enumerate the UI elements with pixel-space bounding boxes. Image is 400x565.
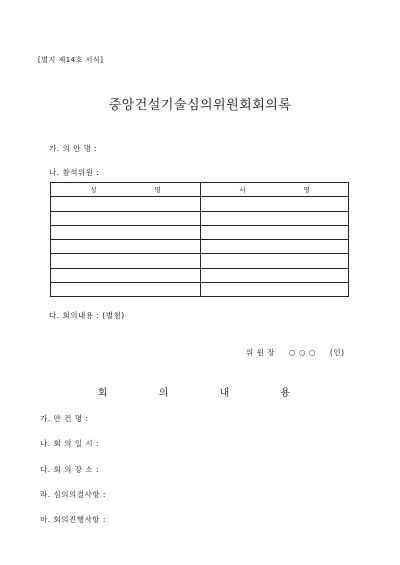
name-cell[interactable] [51,254,201,268]
signature-cell[interactable] [201,225,349,239]
signature-cell[interactable] [201,211,349,225]
name-cell[interactable] [51,268,201,282]
seal-mark: (인) [329,348,345,357]
item-proceedings: 마. 회의진행사항 : [40,515,106,524]
signature-cell[interactable] [201,268,349,282]
name-column-header: 성 명 [51,183,201,197]
name-cell[interactable] [51,211,201,225]
table-row [51,240,349,254]
signature-column-header: 서 명 [201,183,349,197]
meeting-content-title: 회 의 내 용 [97,388,315,399]
name-cell[interactable] [51,283,201,297]
table-row [51,211,349,225]
name-cell[interactable] [51,225,201,239]
form-reference: [별지 제14호 서식] [38,56,104,64]
signature-cell[interactable] [201,254,349,268]
table-row [51,268,349,282]
document-title: 중앙건설기술심의위원회회의록 [108,98,292,113]
item-meeting-place: 다. 회 의 장 소 : [40,465,100,474]
table-header-row [51,183,349,197]
signature-cell[interactable] [201,283,349,297]
signature-cell[interactable] [201,240,349,254]
agenda-name-label: 가. 의 안 명 : [49,144,98,153]
table-row [51,197,349,211]
signature-cell[interactable] [201,197,349,211]
chairperson-line [246,347,345,358]
table-row [51,254,349,268]
name-cell[interactable] [51,240,201,254]
attendees-table [50,182,349,297]
item-resolutions: 라. 심의의결사항 : [40,490,106,499]
attendees-label: 나. 참석위원 : [49,168,100,177]
item-meeting-date: 나. 회 의 일 시 : [40,439,100,448]
table-row [51,283,349,297]
item-agenda-name: 가. 안 건 명 : [40,414,89,423]
name-cell[interactable] [51,197,201,211]
chairperson-name: ○ ○ ○ [289,348,316,357]
table-row [51,225,349,239]
chairperson-label: 위 원 장 [246,348,276,357]
meeting-content-label: 다. 회의내용 : (별첨) [49,311,125,320]
